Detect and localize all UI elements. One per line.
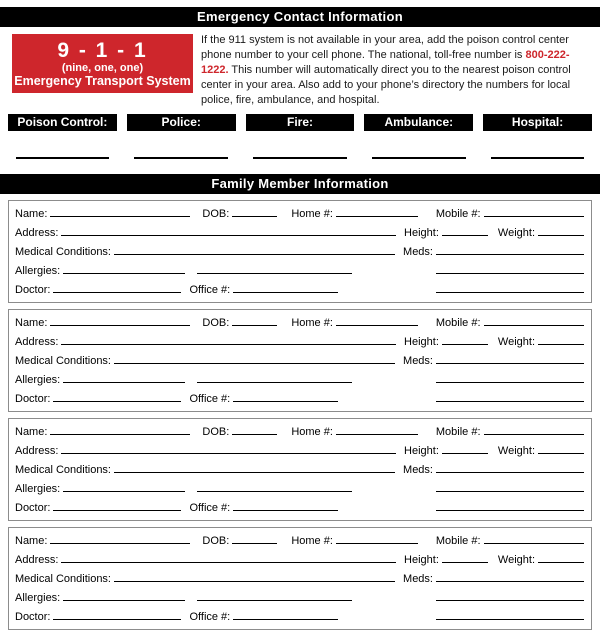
member-row-address [15,225,584,244]
family-member-cards [0,200,600,630]
home-phone-write-line [336,533,418,544]
doctor-label: Doctor: [15,611,51,623]
meds-continuation-line-1 [436,263,584,274]
meds-continuation-line-2 [436,391,584,402]
allergies-write-line [63,481,185,492]
office-phone-write-line [233,500,338,511]
height-label: Height: [404,336,439,348]
address-label: Address: [15,336,59,348]
mobile-phone-label: Mobile #: [435,426,481,438]
instructions-text-after: This number will automatically direct you to the nearest poison control center in your area. Also add to your phone’s directory the numbers for local police, fire, ambulance, and hospital. [201,64,571,106]
mobile-phone-write-line [484,315,584,326]
emergency-contact-label: Hospital: [483,114,592,131]
medical-conditions-label: Medical Conditions: [15,464,111,476]
allergies-write-line [63,263,185,274]
doctor-label: Doctor: [15,502,51,514]
allergies-continuation-line [197,590,352,601]
dob-write-line [232,533,277,544]
office-phone-write-line [233,282,338,293]
member-row-allergies [15,263,584,282]
member-row-name [15,206,584,225]
family-member-card [8,200,592,303]
weight-write-line [538,552,584,563]
911-pronunciation: (nine, one, one) [61,61,144,74]
member-row-name [15,315,584,334]
emergency-contact-column [8,114,117,159]
medical-conditions-label: Medical Conditions: [15,573,111,585]
meds-label: Meds: [403,573,433,585]
weight-label: Weight: [497,445,535,457]
dob-write-line [232,206,277,217]
instructions-text-before: If the 911 system is not available in your area, add the poison control center phone number to your cell phone. The national, toll-free number is [201,34,569,61]
dob-label: DOB: [202,426,230,438]
emergency-contact-write-line [253,157,347,159]
medical-conditions-write-line [114,462,395,473]
mobile-phone-label: Mobile #: [435,535,481,547]
dob-label: DOB: [202,535,230,547]
home-phone-write-line [336,315,418,326]
family-member-card [8,527,592,630]
emergency-contact-column [127,114,236,159]
doctor-write-line [53,609,181,620]
name-write-line [50,315,190,326]
name-label: Name: [15,535,48,547]
name-write-line [50,206,190,217]
poison-control-phone-number: 800-222-1222. [201,49,570,76]
911-info-box [12,34,193,93]
mobile-phone-label: Mobile #: [435,317,481,329]
911-number: 9 - 1 - 1 [57,38,148,62]
meds-continuation-line-2 [436,282,584,293]
home-phone-label: Home #: [291,208,333,220]
address-write-line [61,443,396,454]
doctor-write-line [53,282,181,293]
office-phone-write-line [233,609,338,620]
address-write-line [61,334,396,345]
meds-continuation-line-1 [436,590,584,601]
allergies-continuation-line [197,372,352,383]
weight-write-line [538,225,584,236]
allergies-label: Allergies: [15,483,61,495]
meds-continuation-line-2 [436,500,584,511]
doctor-write-line [53,391,181,402]
emergency-contact-title: Emergency Contact Information [197,9,403,24]
allergies-label: Allergies: [15,592,61,604]
mobile-phone-label: Mobile #: [435,208,481,220]
mobile-phone-write-line [484,424,584,435]
member-row-name [15,424,584,443]
address-label: Address: [15,445,59,457]
allergies-write-line [63,590,185,601]
meds-write-line [436,462,584,473]
weight-write-line [538,443,584,454]
emergency-contact-column [483,114,592,159]
meds-label: Meds: [403,246,433,258]
emergency-contact-form [0,7,600,630]
dob-write-line [232,424,277,435]
911-system-label: Emergency Transport System [14,73,191,88]
meds-write-line [436,244,584,255]
member-row-doctor [15,500,584,519]
height-label: Height: [404,445,439,457]
member-row-allergies [15,481,584,500]
allergies-continuation-line [197,263,352,274]
home-phone-write-line [336,424,418,435]
home-phone-label: Home #: [291,535,333,547]
weight-label: Weight: [497,554,535,566]
doctor-write-line [53,500,181,511]
emergency-contact-column [364,114,473,159]
emergency-contact-header-bar [0,7,600,27]
member-row-allergies [15,590,584,609]
intro-row [0,31,600,108]
height-write-line [442,552,488,563]
height-label: Height: [404,554,439,566]
home-phone-write-line [336,206,418,217]
meds-write-line [436,353,584,364]
weight-label: Weight: [497,227,535,239]
meds-write-line [436,571,584,582]
height-write-line [442,225,488,236]
poison-control-instructions [201,33,594,108]
emergency-contact-column [246,114,355,159]
member-row-doctor [15,282,584,301]
mobile-phone-write-line [484,206,584,217]
dob-write-line [232,315,277,326]
medical-conditions-label: Medical Conditions: [15,246,111,258]
emergency-contact-label: Ambulance: [364,114,473,131]
member-row-medical [15,571,584,590]
meds-continuation-line-1 [436,372,584,383]
medical-conditions-label: Medical Conditions: [15,355,111,367]
emergency-contact-write-line [372,157,466,159]
family-member-card [8,309,592,412]
name-label: Name: [15,208,48,220]
height-write-line [442,443,488,454]
address-label: Address: [15,227,59,239]
medical-conditions-write-line [114,353,395,364]
member-row-address [15,334,584,353]
allergies-continuation-line [197,481,352,492]
family-member-header-bar [0,174,600,194]
meds-continuation-line-1 [436,481,584,492]
member-row-medical [15,462,584,481]
weight-write-line [538,334,584,345]
emergency-contacts-row [8,114,592,159]
address-write-line [61,225,396,236]
name-label: Name: [15,426,48,438]
office-phone-write-line [233,391,338,402]
medical-conditions-write-line [114,571,395,582]
height-label: Height: [404,227,439,239]
weight-label: Weight: [497,336,535,348]
emergency-contact-write-line [134,157,228,159]
name-write-line [50,533,190,544]
member-row-doctor [15,391,584,410]
emergency-contact-label: Poison Control: [8,114,117,131]
member-row-name [15,533,584,552]
doctor-label: Doctor: [15,393,51,405]
doctor-label: Doctor: [15,284,51,296]
allergies-label: Allergies: [15,265,61,277]
medical-conditions-write-line [114,244,395,255]
home-phone-label: Home #: [291,426,333,438]
office-phone-label: Office #: [189,502,231,514]
name-write-line [50,424,190,435]
member-row-address [15,552,584,571]
emergency-contact-write-line [16,157,110,159]
emergency-contact-label: Police: [127,114,236,131]
meds-continuation-line-2 [436,609,584,620]
member-row-address [15,443,584,462]
mobile-phone-write-line [484,533,584,544]
member-row-allergies [15,372,584,391]
dob-label: DOB: [202,208,230,220]
allergies-write-line [63,372,185,383]
office-phone-label: Office #: [189,284,231,296]
emergency-contact-label: Fire: [246,114,355,131]
meds-label: Meds: [403,464,433,476]
address-write-line [61,552,396,563]
member-row-medical [15,353,584,372]
office-phone-label: Office #: [189,393,231,405]
allergies-label: Allergies: [15,374,61,386]
meds-label: Meds: [403,355,433,367]
name-label: Name: [15,317,48,329]
member-row-medical [15,244,584,263]
family-member-card [8,418,592,521]
member-row-doctor [15,609,584,628]
height-write-line [442,334,488,345]
family-member-title: Family Member Information [211,176,389,191]
address-label: Address: [15,554,59,566]
emergency-contact-write-line [491,157,585,159]
dob-label: DOB: [202,317,230,329]
home-phone-label: Home #: [291,317,333,329]
office-phone-label: Office #: [189,611,231,623]
